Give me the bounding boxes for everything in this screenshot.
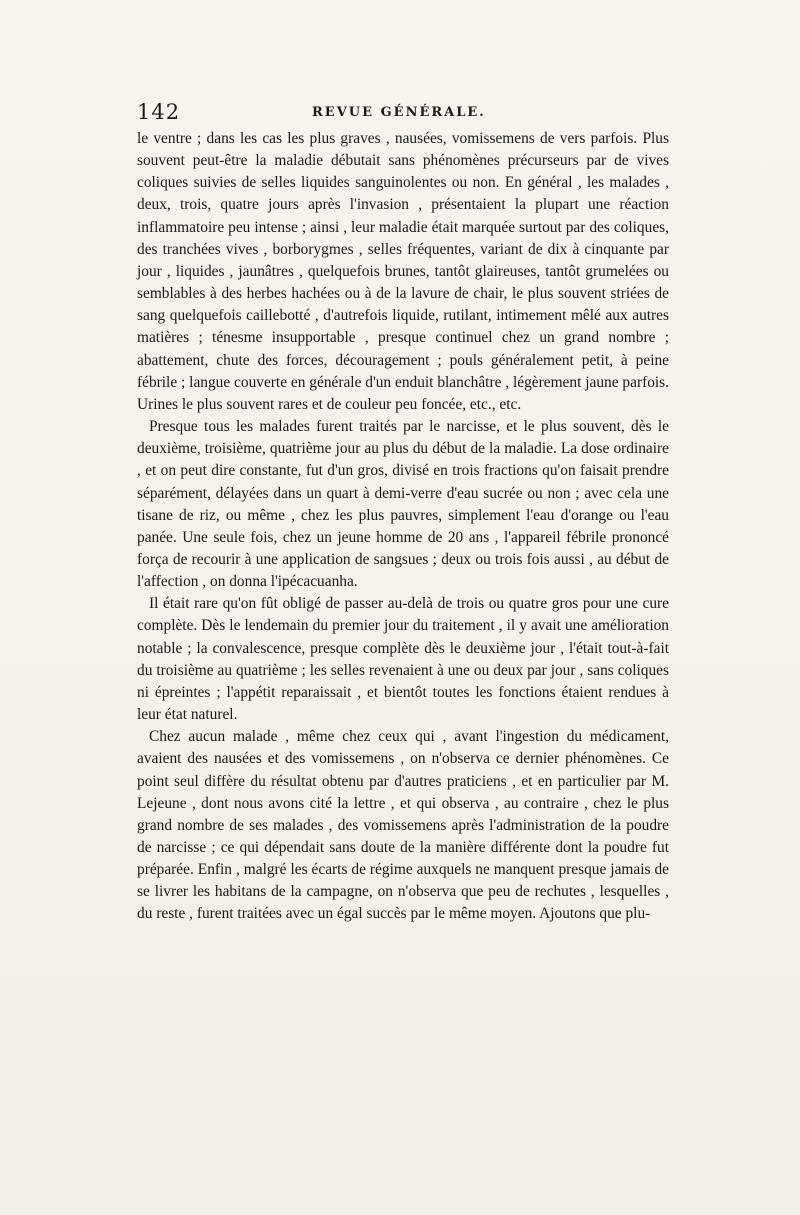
body-text [137, 128, 669, 926]
paragraph-treatment: Presque tous les malades furent traités par le narcisse, et le plus souvent, dès le deuxième, troisième, quatrième jour au plus du début de la maladie. La dose ordinaire , et on peut dire constante, fut d'un gros, divisé en trois fractions qu'on faisait prendre séparément, délayées dans un quart à demi-verre d'eau sucrée ou non ; avec cela une tisane de riz, ou même , chez les plus pauvres, simplement l'eau d'orange ou l'eau panée. Une seule fois, chez un jeune homme de 20 ans , l'appareil fébrile prononcé força de recourir à une application de sangsues ; deux ou trois fois aussi , au début de l'affection , on donna l'ipécacuanha. [137, 418, 669, 591]
page-number: 142 [137, 100, 181, 124]
page-header [137, 100, 669, 126]
paragraph-cure: Il était rare qu'on fût obligé de passer au-delà de trois ou quatre gros pour une cure complète. Dès le lendemain du premier jour du traitement , il y avait une amélioration notable ; la convalescence, presque complète dès le deuxième jour , l'était tout-à-fait du troisième au quatrième ; les selles revenaient à une ou deux par jour , sans coliques ni épreintes ; l'appétit reparaissait , et bientôt toutes les fonctions étaient rendues à leur état naturel. [137, 595, 669, 724]
paragraph-symptoms: le ventre ; dans les cas les plus graves , nausées, vomissemens de vers parfois. Plus souvent peut-être la maladie débutait sans phénomènes précurseurs par de vives coliques suivies de selles liquides sanguinolentes ou non. En général , les malades , deux, trois, quatre jours après l'invasion , présentaient la plupart une réaction inflammatoire peu intense ; ainsi , leur maladie était marquée surtout par des coliques, des tranchées vives , borborygmes , selles fréquentes, variant de dix à cinquante par jour , liquides , jaunâtres , quelquefois brunes, tantôt glaireuses, tantôt grumelées ou semblables à des herbes hachées ou à de la lavure de chair, le plus souvent striées de sang quelquefois caillebotté , d'autrefois liquide, rutilant, intimement mêlé aux autres matières ; ténesme insupportable , presque continuel chez un grand nombre ; abattement, chute des forces, découragement ; pouls généralement petit, à peine fébrile ; langue couverte en générale d'un enduit blanchâtre , légèrement jaune parfois. Urines le plus souvent rares et de couleur peu foncée, etc., etc. [137, 130, 669, 413]
paragraph-observations: Chez aucun malade , même chez ceux qui , avant l'ingestion du médicament, avaient des nausées et des vomissemens , on n'observa ce dernier phénomènes. Ce point seul diffère du résultat obtenu par d'autres praticiens , et en particulier par M. Lejeune , dont nous avons cité la lettre , et qui observa , au contraire , chez le plus grand nombre de ses malades , des vomissemens après l'administration de la poudre de narcisse ; ce qui dépendait sans doute de la manière différente dont la poudre fut préparée. Enfin , malgré les écarts de régime auxquels ne manquent presque jamais de se livrer les habitans de la campagne, on n'observa que peu de rechutes , lesquelles , du reste , furent traitées avec un égal succès par le même moyen. Ajoutons que plu- [137, 728, 669, 923]
running-title: REVUE GÉNÉRALE. [312, 105, 486, 120]
